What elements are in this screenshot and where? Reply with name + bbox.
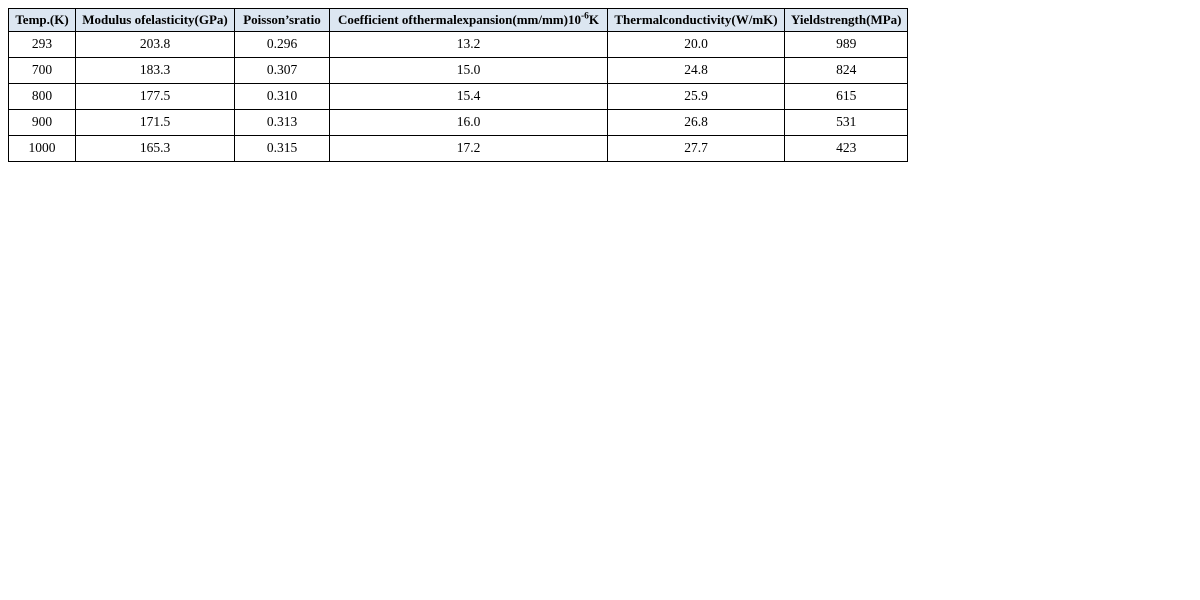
table-row — [9, 83, 908, 109]
cell-modulus: 177.5 — [76, 83, 235, 109]
cell-modulus: 165.3 — [76, 135, 235, 161]
cell-yield-strength: 423 — [785, 135, 908, 161]
cell-poissons-ratio: 0.307 — [235, 57, 330, 83]
table-body — [9, 31, 908, 161]
cte-header-suffix: K — [588, 12, 600, 27]
table-row — [9, 31, 908, 57]
cell-thermal-expansion: 17.2 — [330, 135, 608, 161]
table-header — [9, 9, 908, 32]
cell-temperature: 700 — [9, 57, 76, 83]
cell-thermal-conductivity: 24.8 — [608, 57, 785, 83]
cell-thermal-conductivity: 26.8 — [608, 109, 785, 135]
cell-thermal-expansion: 15.0 — [330, 57, 608, 83]
cell-thermal-conductivity: 25.9 — [608, 83, 785, 109]
cell-temperature: 293 — [9, 31, 76, 57]
cell-thermal-conductivity: 27.7 — [608, 135, 785, 161]
cell-yield-strength: 989 — [785, 31, 908, 57]
table-row — [9, 135, 908, 161]
column-header-modulus-of-elasticity: Modulus ofelasticity(GPa) — [76, 9, 235, 32]
cell-poissons-ratio: 0.313 — [235, 109, 330, 135]
table-row — [9, 109, 908, 135]
cell-modulus: 171.5 — [76, 109, 235, 135]
cell-poissons-ratio: 0.310 — [235, 83, 330, 109]
cell-thermal-expansion: 13.2 — [330, 31, 608, 57]
column-header-temperature: Temp.(K) — [9, 9, 76, 32]
table-row — [9, 57, 908, 83]
column-header-coefficient-of-thermal-expansion — [330, 9, 608, 32]
table-header-row — [9, 9, 908, 32]
cell-thermal-expansion: 15.4 — [330, 83, 608, 109]
cell-thermal-expansion: 16.0 — [330, 109, 608, 135]
document-sheet — [8, 8, 908, 162]
column-header-yield-strength: Yieldstrength(MPa) — [785, 9, 908, 32]
cte-header-prefix: Coefficient ofthermalexpansion(mm/mm)10 — [337, 12, 581, 27]
cell-thermal-conductivity: 20.0 — [608, 31, 785, 57]
cte-header-exponent: -6 — [580, 11, 589, 22]
cell-temperature: 900 — [9, 109, 76, 135]
cell-modulus: 183.3 — [76, 57, 235, 83]
column-header-poissons-ratio: Poisson’sratio — [235, 9, 330, 32]
cell-temperature: 1000 — [9, 135, 76, 161]
cell-yield-strength: 531 — [785, 109, 908, 135]
cell-poissons-ratio: 0.296 — [235, 31, 330, 57]
cell-poissons-ratio: 0.315 — [235, 135, 330, 161]
material-properties-table — [8, 8, 908, 162]
cell-yield-strength: 615 — [785, 83, 908, 109]
cell-temperature: 800 — [9, 83, 76, 109]
cell-modulus: 203.8 — [76, 31, 235, 57]
column-header-thermal-conductivity: Thermalconductivity(W/mK) — [608, 9, 785, 32]
cell-yield-strength: 824 — [785, 57, 908, 83]
